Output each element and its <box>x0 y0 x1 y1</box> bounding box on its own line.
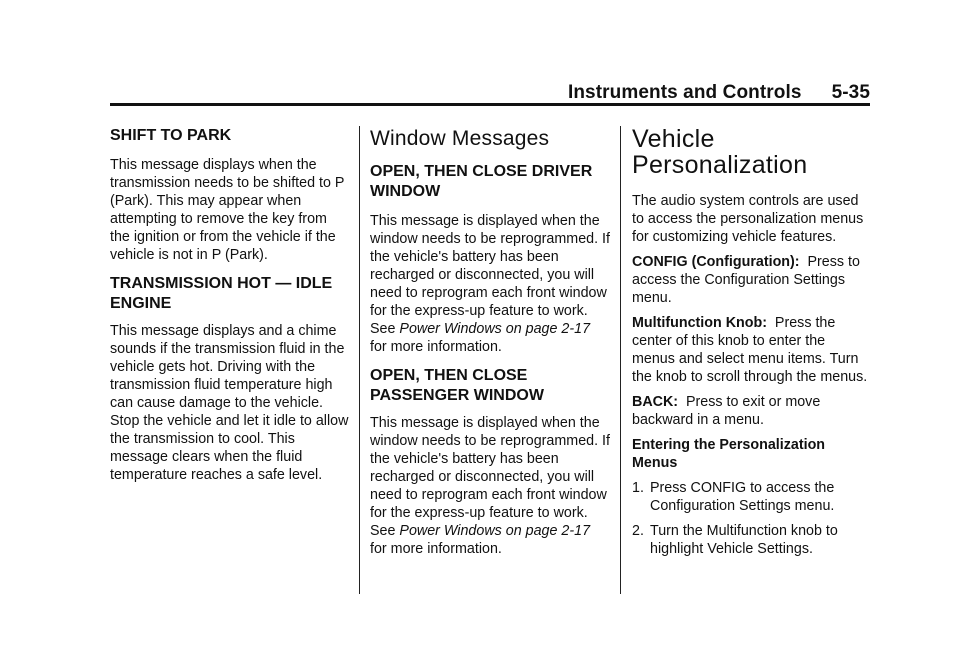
page-number: 5-35 <box>831 82 870 103</box>
steps-list <box>632 479 870 558</box>
step-number: 2. <box>632 523 644 539</box>
cross-reference-link[interactable]: Power Windows on page 2-17 <box>399 523 591 539</box>
subheading-entering-menus: Entering the Personalization Menus <box>632 437 826 471</box>
paragraph-text: This message is displayed when the window needs to be reprogrammed. If the vehicle's battery has been recharged or disconnected, you will need to reprogram each front window for the express-up feature to work. See <box>370 213 610 337</box>
column-right <box>632 126 870 565</box>
list-item <box>632 522 870 558</box>
term-label: CONFIG (Configuration): <box>632 254 800 270</box>
header-rule <box>110 103 870 106</box>
paragraph-transmission-hot: This message displays and a chime sounds if the transmission fluid in the vehicle gets hot. Driving with the transmission fluid temperature high can cause damage to the vehicle. Stop the vehicle and let it idle to allow the transmission to cool. This message clears when the fluid temperature reaches a safe level. <box>110 323 349 483</box>
column-divider <box>620 126 621 594</box>
list-item <box>632 479 870 515</box>
term-text: Press to access the Configuration Settings menu. <box>632 254 864 306</box>
paragraph-driver-window <box>370 212 610 356</box>
step-text: Press CONFIG to access the Configuration Settings menu. <box>650 480 835 514</box>
paragraph-passenger-window <box>370 414 610 558</box>
step-number: 1. <box>632 480 644 496</box>
heading-vehicle-personalization <box>632 126 870 178</box>
column-left <box>110 126 350 491</box>
paragraph-intro: The audio system controls are used to access the personalization menus for customizing vehicle features. <box>632 193 864 245</box>
section-title: Instruments and Controls <box>567 82 802 103</box>
term-label: Multifunction Knob: <box>632 315 767 331</box>
column-divider <box>359 126 360 594</box>
paragraph-shift-to-park: This message displays when the transmission needs to be shifted to P (Park). This may appear when attempting to remove the key from the ignition or from the vehicle if the vehicle is not in P (Park). <box>110 157 345 263</box>
paragraph-text: This message is displayed when the window needs to be reprogrammed. If the vehicle's battery has been recharged or disconnected, you will need to reprogram each front window for the express-up feature to work. See <box>370 415 610 539</box>
cross-reference-link[interactable]: Power Windows on page 2-17 <box>399 321 591 337</box>
heading-shift-to-park: SHIFT TO PARK <box>110 127 232 144</box>
paragraph-config <box>632 253 870 307</box>
column-middle <box>370 126 610 565</box>
term-text: Press the center of this knob to enter the menus and select menu items. Turn the knob to scroll through the menus. <box>632 315 868 385</box>
paragraph-text: for more information. <box>370 339 502 355</box>
subheading-driver-window: OPEN, THEN CLOSE DRIVER WINDOW <box>370 163 593 200</box>
heading-line: Personalization <box>632 151 808 179</box>
heading-line: Vehicle <box>632 125 715 153</box>
subheading-passenger-window: OPEN, THEN CLOSE PASSENGER WINDOW <box>370 367 544 404</box>
paragraph-knob <box>632 314 870 386</box>
step-text: Turn the Multifunction knob to highlight Vehicle Settings. <box>650 523 838 557</box>
paragraph-text: for more information. <box>370 541 502 557</box>
heading-window-messages: Window Messages <box>370 127 550 150</box>
page-header <box>110 82 870 104</box>
term-label: BACK: <box>632 394 679 410</box>
heading-transmission-hot: TRANSMISSION HOT — IDLE ENGINE <box>110 275 333 312</box>
term-text: Press to exit or move backward in a menu. <box>632 394 825 428</box>
paragraph-back <box>632 393 870 429</box>
